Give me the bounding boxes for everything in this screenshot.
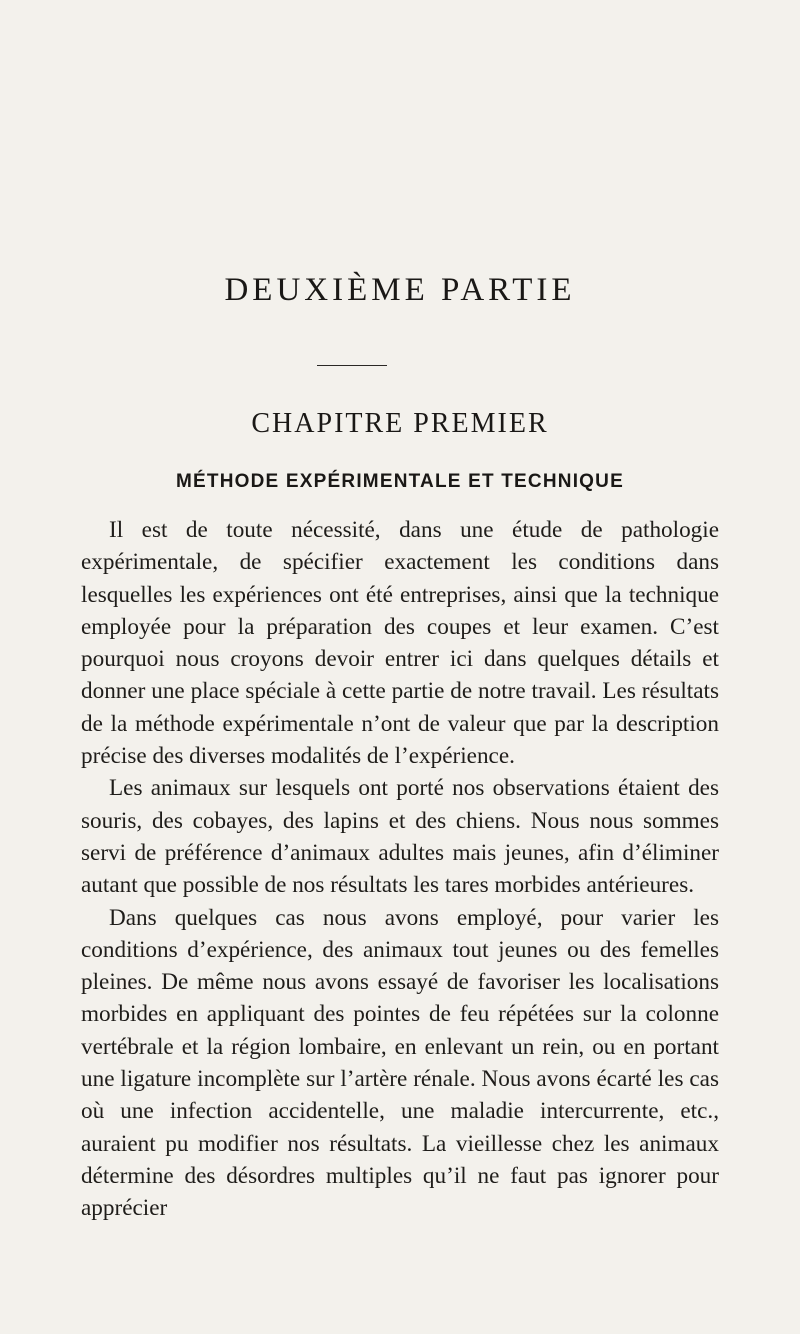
paragraph-2: Les animaux sur lesquels ont porté nos observations étaient des souris, des cobayes, des lapins et des chiens. Nous nous sommes servi de préférence d’animaux adultes mais jeunes, afin d’éliminer autant que possible de nos résultats les tares morbides antérieures. — [81, 775, 719, 899]
section-title: MÉTHODE EXPÉRIMENTALE ET TECHNIQUE — [176, 471, 624, 492]
part-title: DEUXIÈME PARTIE — [224, 272, 576, 308]
body-text — [81, 514, 719, 1225]
chapter-title: CHAPITRE PREMIER — [251, 408, 549, 439]
paragraph-3: Dans quelques cas nous avons employé, pour varier les conditions d’expérience, des animaux tout jeunes ou des femelles pleines. De même nous avons essayé de favoriser les localisations morbides en appliquant des pointes de feu répétées sur la colonne vertébrale et la région lombaire, en enlevant un rein, ou en portant une ligature incomplète sur l’artère rénale. Nous avons écarté les cas où une infection accidentelle, une maladie intercurrente, etc., auraient pu modifier nos résultats. La vieillesse chez les animaux détermine des désordres multiples qu’il ne faut pas ignorer pour apprécier — [81, 904, 719, 1222]
title-divider — [317, 365, 387, 366]
paragraph-1: Il est de toute nécessité, dans une étude de pathologie expérimentale, de spécifier exactement les conditions dans lesquelles les expériences ont été entreprises, ainsi que la technique employée pour la préparation des coupes et leur examen. C’est pourquoi nous croyons devoir entrer ici dans quelques détails et donner une place spéciale à cette partie de notre travail. Les résultats de la méthode expérimentale n’ont de valeur que par la description précise des diverses modalités de l’expérience. — [81, 517, 719, 770]
